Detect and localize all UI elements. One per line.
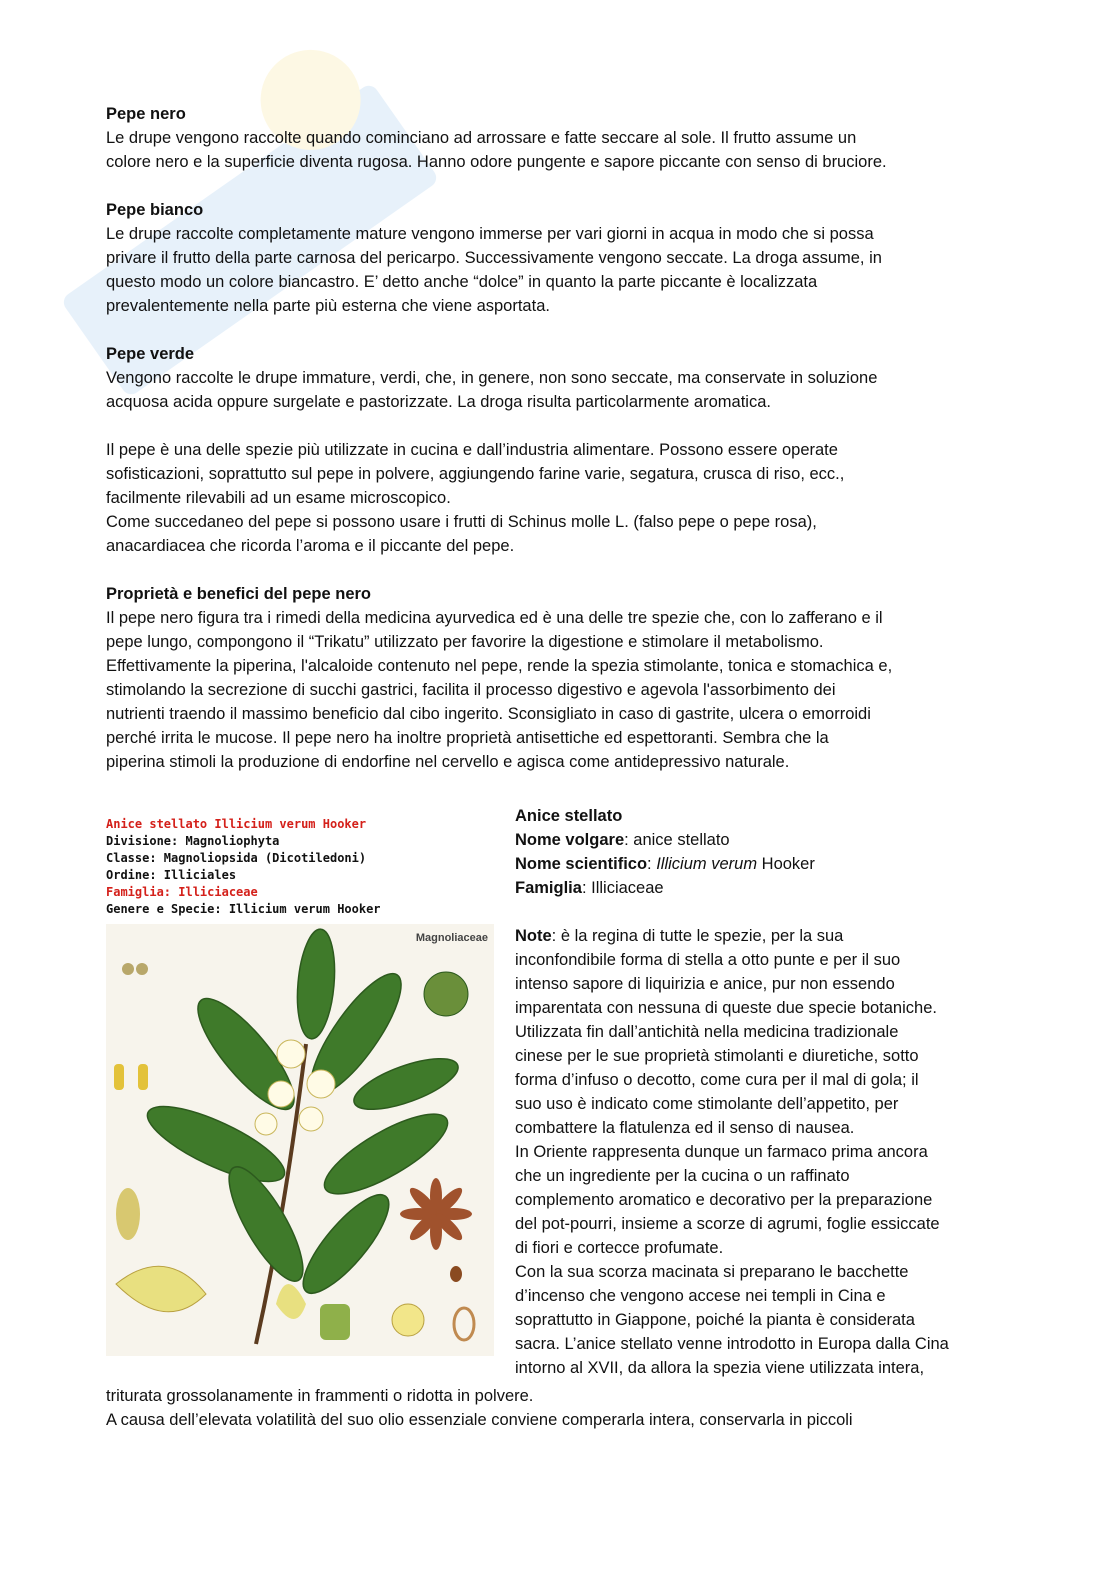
botanical-plate xyxy=(106,924,494,1356)
paragraph-line: questo modo un colore biancastro. E’ detto anche “dolce” in quanto la parte piccante è localizzata xyxy=(106,273,818,291)
note-line: Utilizzata fin dall’antichità nella medicina tradizionale xyxy=(515,1023,899,1041)
note-label: Note xyxy=(515,927,552,945)
paragraph-line: stimolando la secrezione di succhi gastrici, facilita il processo digestivo e agevola l'assorbimento dei xyxy=(106,681,836,699)
anice-section xyxy=(106,804,1011,1384)
nome-volgare-value: : anice stellato xyxy=(624,831,730,849)
nome-volgare-label: Nome volgare xyxy=(515,831,625,849)
paragraph-line: Il pepe è una delle spezie più utilizzate in cucina e dall’industria alimentare. Possono essere operate xyxy=(106,441,838,459)
plate-label: Magnoliaceae xyxy=(415,932,488,944)
paragraph-line: Vengono raccolte le drupe immature, verdi, che, in genere, non sono seccate, ma conservate in soluzione xyxy=(106,369,878,387)
note-line: di fiori e cortecce profumate. xyxy=(515,1239,724,1257)
note-line: soprattutto in Giappone, poiché la pianta è considerata xyxy=(515,1311,915,1329)
anice-tail xyxy=(106,1384,1011,1432)
botanical-figure xyxy=(106,804,496,1364)
taxonomy-divisione: Divisione: Magnoliophyta xyxy=(106,834,280,848)
note-line: suo uso è indicato come stimolante dell’appetito, per xyxy=(515,1095,899,1113)
taxonomy-famiglia: Famiglia: Illiciaceae xyxy=(106,885,258,899)
note-line: del pot-pourri, insieme a scorze di agrumi, foglie essiccate xyxy=(515,1215,940,1233)
note-line: sacra. L’anice stellato venne introdotto in Europa dalla Cina xyxy=(515,1335,949,1353)
note-line: cinese per le sue proprietà stimolanti e diuretiche, sotto xyxy=(515,1047,919,1065)
paragraph-line: Il pepe nero figura tra i rimedi della medicina ayurvedica ed è una delle tre spezie che, con lo zafferano e il xyxy=(106,609,883,627)
nome-scientifico-line xyxy=(515,852,1015,876)
note-line: Con la sua scorza macinata si preparano le bacchette xyxy=(515,1263,909,1281)
document-page xyxy=(106,102,1011,774)
note-line: d’incenso che vengono accese nei templi in Cina e xyxy=(515,1287,886,1305)
note-line: inconfondibile forma di stella a otto punte e per il suo xyxy=(515,951,901,969)
section-title-anice: Anice stellato xyxy=(515,807,623,825)
note-line: combattere la flatulenza ed il senso di nausea. xyxy=(515,1119,855,1137)
famiglia-line xyxy=(515,876,1015,900)
nome-scientifico-author: Hooker xyxy=(757,855,815,873)
paragraph-line: privare il frutto della parte carnosa del pericarpo. Successivamente vengono seccate. La droga assume, in xyxy=(106,249,882,267)
paragraph-line: facilmente rilevabili ad un esame microscopico. xyxy=(106,489,451,507)
plant-illustration xyxy=(106,924,494,1356)
paragraph-line: pepe lungo, compongono il “Trikatu” utilizzato per favorire la digestione e stimolare il metabolismo. xyxy=(106,633,824,651)
paragraph-line: acquosa acida oppure surgelate e pastorizzate. La droga risulta particolarmente aromatica. xyxy=(106,393,771,411)
note-line: imparentata con nessuna di queste due specie botaniche. xyxy=(515,999,937,1017)
paragraph-line: sofisticazioni, soprattutto sul pepe in polvere, aggiungendo farine varie, segatura, crusca di riso, ecc., xyxy=(106,465,845,483)
tail-line: triturata grossolanamente in frammenti o ridotta in polvere. xyxy=(106,1387,534,1405)
taxonomy-classe: Classe: Magnoliopsida (Dicotiledoni) xyxy=(106,851,367,865)
note-line: che un ingrediente per la cucina o un raffinato xyxy=(515,1167,850,1185)
note-line: forma d’infuso o decotto, come cura per il mal di gola; il xyxy=(515,1071,919,1089)
note-line: intorno al XVII, da allora la spezia viene utilizzata intera, xyxy=(515,1359,925,1377)
paragraph-line: anacardiacea che ricorda l’aroma e il piccante del pepe. xyxy=(106,537,515,555)
paragraph-line: colore nero e la superficie diventa rugosa. Hanno odore pungente e sapore piccante con senso di bruciore. xyxy=(106,153,887,171)
section-title-pepe-verde: Pepe verde xyxy=(106,345,195,363)
section-title-pepe-bianco: Pepe bianco xyxy=(106,201,204,219)
note-text: : è la regina di tutte le spezie, per la sua xyxy=(551,927,844,945)
note-line xyxy=(515,924,1015,948)
nome-scientifico-sep: : xyxy=(647,855,657,873)
section-title-proprieta: Proprietà e benefici del pepe nero xyxy=(106,585,371,603)
paragraph-line: Le drupe vengono raccolte quando cominciano ad arrossare e fatte seccare al sole. Il frutto assume un xyxy=(106,129,857,147)
paragraph-line: prevalentemente nella parte più esterna che viene asportata. xyxy=(106,297,550,315)
note-line: intenso sapore di liquirizia e anice, pur non essendo xyxy=(515,975,895,993)
famiglia-label: Famiglia xyxy=(515,879,582,897)
famiglia-value: : Illiciaceae xyxy=(581,879,664,897)
note-line: complemento aromatico e decorativo per la preparazione xyxy=(515,1191,933,1209)
taxonomy-ordine: Ordine: Illiciales xyxy=(106,868,237,882)
paragraph-line: Effettivamente la piperina, l'alcaloide contenuto nel pepe, rende la spezia stimolante, tonica e stomachica e, xyxy=(106,657,893,675)
taxonomy-caption xyxy=(106,816,381,918)
paragraph-line: nutrienti traendo il massimo beneficio dal cibo ingerito. Sconsigliato in caso di gastrite, ulcera o emorroidi xyxy=(106,705,871,723)
anice-text xyxy=(515,804,1015,1380)
nome-scientifico-italic: Illicium verum xyxy=(656,855,758,873)
paragraph-line: perché irrita le mucose. Il pepe nero ha inoltre proprietà antisettiche ed espettoranti. Sembra che la xyxy=(106,729,829,747)
taxonomy-heading: Anice stellato Illicium verum Hooker xyxy=(106,817,367,831)
paragraph-line: piperina stimoli la produzione di endorfine nel cervello e agisca come antidepressivo naturale. xyxy=(106,753,790,771)
nome-volgare-line xyxy=(515,828,1015,852)
taxonomy-genere: Genere e Specie: Illicium verum Hooker xyxy=(106,902,381,916)
section-title-pepe-nero: Pepe nero xyxy=(106,105,186,123)
nome-scientifico-label: Nome scientifico xyxy=(515,855,648,873)
tail-line: A causa dell’elevata volatilità del suo olio essenziale conviene comperarla intera, conservarla in piccoli xyxy=(106,1411,853,1429)
note-line: In Oriente rappresenta dunque un farmaco prima ancora xyxy=(515,1143,928,1161)
paragraph-line: Le drupe raccolte completamente mature vengono immerse per vari giorni in acqua in modo che si possa xyxy=(106,225,874,243)
paragraph-line: Come succedaneo del pepe si possono usare i frutti di Schinus molle L. (falso pepe o pepe rosa), xyxy=(106,513,817,531)
